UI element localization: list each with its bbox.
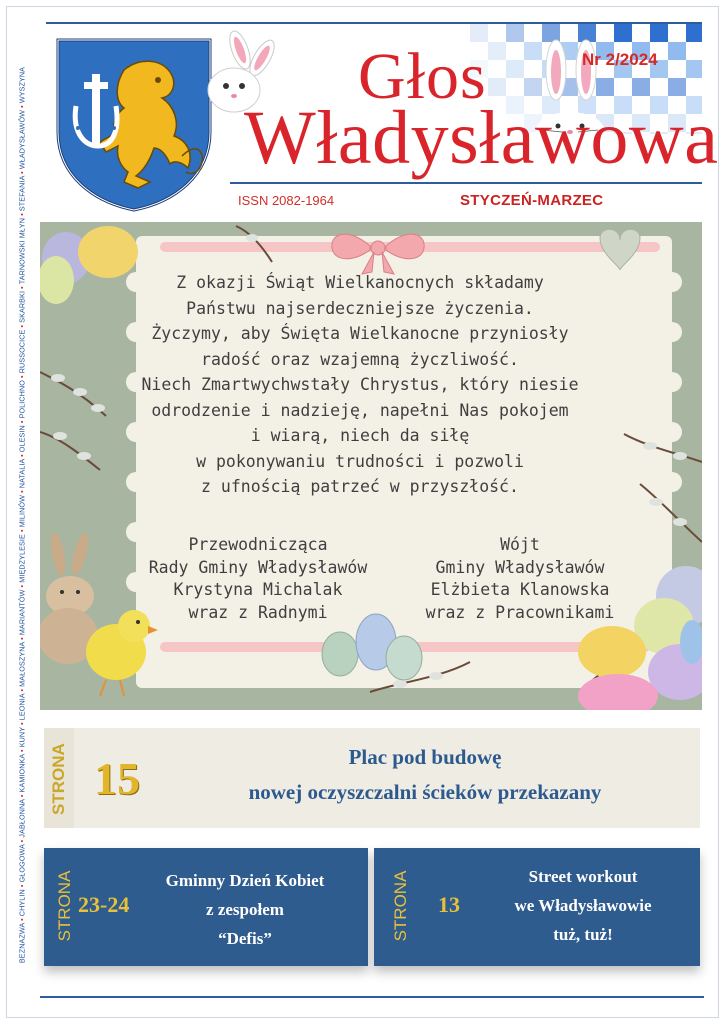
- separator-dot-icon: •: [17, 686, 27, 694]
- signature-line: Przewodnicząca: [188, 535, 328, 554]
- separator-dot-icon: •: [17, 747, 27, 755]
- village-name: KAMIONKA: [17, 754, 27, 793]
- separator-dot-icon: •: [17, 284, 27, 291]
- village-name: MAŁOSZYNA: [17, 641, 27, 687]
- title-line-2: Władysławowa: [244, 96, 719, 180]
- village-name: MILINÓW: [17, 495, 27, 528]
- title-line-1: Głos: [358, 40, 487, 113]
- village-name: STEFANIA: [17, 175, 27, 212]
- village-name: OLESIN: [17, 425, 27, 453]
- village-name: JABŁONNA: [17, 799, 27, 838]
- villages-strip: [14, 20, 30, 1010]
- issue-number: Nr 2/2024: [582, 50, 658, 69]
- village-name: SKARBKI: [17, 290, 27, 323]
- greeting-line: i wiarą, niech da siłę: [250, 426, 470, 445]
- signature-line: Krystyna Michalak: [173, 580, 343, 599]
- teaser-left-line-3: “Defis”: [218, 929, 272, 948]
- separator-dot-icon: •: [17, 582, 27, 590]
- feature-strona-label: STRONA: [49, 743, 68, 815]
- signature-line: wraz z Pracownikami: [425, 602, 615, 622]
- checker-square: [686, 60, 702, 78]
- signature-council: [108, 534, 408, 624]
- separator-dot-icon: •: [17, 916, 27, 924]
- villages-list: [18, 67, 27, 963]
- teaser-left-page-number: 23-24: [78, 892, 130, 917]
- greeting-line: odrodzenie i nadzieję, napełni Nas pokojem: [151, 400, 569, 420]
- signature-line: Gminy Władysławów: [435, 557, 605, 577]
- separator-dot-icon: •: [17, 635, 27, 642]
- checker-square: [686, 24, 702, 42]
- separator-dot-icon: •: [17, 452, 27, 460]
- checker-square: [488, 78, 506, 96]
- separator-dot-icon: •: [17, 322, 27, 330]
- signature-line: Rady Gminy Władysławów: [148, 557, 368, 577]
- separator-dot-icon: •: [17, 720, 27, 728]
- teaser-right-page-number: 13: [438, 892, 460, 917]
- village-name: NATALIA: [17, 459, 27, 489]
- teaser-right-line-3: tuż, tuż!: [553, 925, 613, 944]
- village-name: WŁADYSŁAWÓW: [17, 109, 27, 170]
- greeting-line: Państwu najserdeczniejsze życzenia.: [186, 298, 534, 318]
- separator-dot-icon: •: [17, 103, 27, 110]
- teaser-left-line-2: z zespołem: [206, 900, 284, 919]
- separator-dot-icon: •: [17, 169, 27, 176]
- checker-square: [668, 78, 686, 96]
- greeting-line: Niech Zmartwychwstały Chrystus, który niesie: [141, 375, 579, 394]
- teaser-right-strona-label: STRONA: [391, 870, 410, 942]
- greeting-line: radość oraz wzajemną życzliwość.: [201, 349, 519, 369]
- teaser-left-headline: [140, 866, 350, 953]
- greeting-line: z ufnością patrzeć w przyszłość.: [201, 477, 519, 496]
- teaser-left-strona-label: STRONA: [55, 870, 74, 942]
- village-name: RUSSOCICE: [17, 329, 27, 374]
- checker-square: [506, 24, 524, 42]
- greeting-text: [80, 270, 640, 500]
- village-name: LEONIA: [17, 693, 27, 721]
- village-name: GŁOGOWA: [17, 844, 27, 883]
- issue-period: STYCZEŃ-MARZEC: [460, 192, 604, 209]
- feature-headline-line-2: nowej oczyszczalni ścieków przekazany: [248, 780, 602, 804]
- greeting-line: Życzymy, aby Święta Wielkanocne przyniosły: [151, 324, 569, 343]
- separator-dot-icon: •: [17, 373, 27, 381]
- village-name: WYSZYNA: [17, 66, 27, 104]
- separator-dot-icon: •: [17, 418, 27, 426]
- checker-square: [488, 42, 506, 60]
- separator-dot-icon: •: [17, 882, 27, 890]
- teaser-right-line-1: Street workout: [528, 867, 638, 886]
- signature-line: wraz z Radnymi: [188, 602, 328, 622]
- checker-square: [632, 78, 650, 96]
- issn: ISSN 2082-1964: [238, 193, 335, 208]
- feature-page-number: 15: [94, 753, 140, 804]
- village-name: MIĘDZYLESIE: [17, 534, 27, 583]
- separator-dot-icon: •: [17, 211, 27, 218]
- village-name: KUNY: [17, 727, 27, 748]
- signature-line: Elżbieta Klanowska: [430, 580, 610, 599]
- village-name: MARIANTÓW: [17, 589, 27, 636]
- bottom-rule: [40, 996, 704, 998]
- coat-of-arms-icon: [54, 36, 214, 212]
- separator-dot-icon: •: [17, 488, 27, 496]
- greeting-line: w pokonywaniu trudności i pozwoli: [196, 451, 524, 471]
- teaser-right-headline: [478, 862, 688, 949]
- village-name: TARNOWSKI MŁYN: [17, 217, 27, 285]
- feature-headline: [190, 740, 660, 810]
- separator-dot-icon: •: [17, 837, 27, 845]
- checker-square: [650, 24, 668, 42]
- separator-dot-icon: •: [17, 792, 27, 800]
- teaser-right-line-2: we Władysławowie: [514, 896, 652, 915]
- signature-line: Wójt: [500, 535, 540, 554]
- separator-dot-icon: •: [17, 527, 27, 535]
- village-name: CHYLIN: [17, 889, 27, 917]
- signature-wojt: [400, 534, 640, 624]
- checker-square: [614, 24, 632, 42]
- greeting-line: Z okazji Świąt Wielkanocnych składamy: [176, 273, 544, 292]
- village-name: POLICHNO: [17, 380, 27, 419]
- checker-square: [506, 60, 524, 78]
- village-name: BEZNAZWA: [17, 923, 27, 964]
- checker-square: [668, 42, 686, 60]
- feature-headline-line-1: Plac pod budowę: [348, 745, 502, 769]
- teaser-left-line-1: Gminny Dzień Kobiet: [165, 871, 325, 890]
- header-rule: [230, 182, 702, 184]
